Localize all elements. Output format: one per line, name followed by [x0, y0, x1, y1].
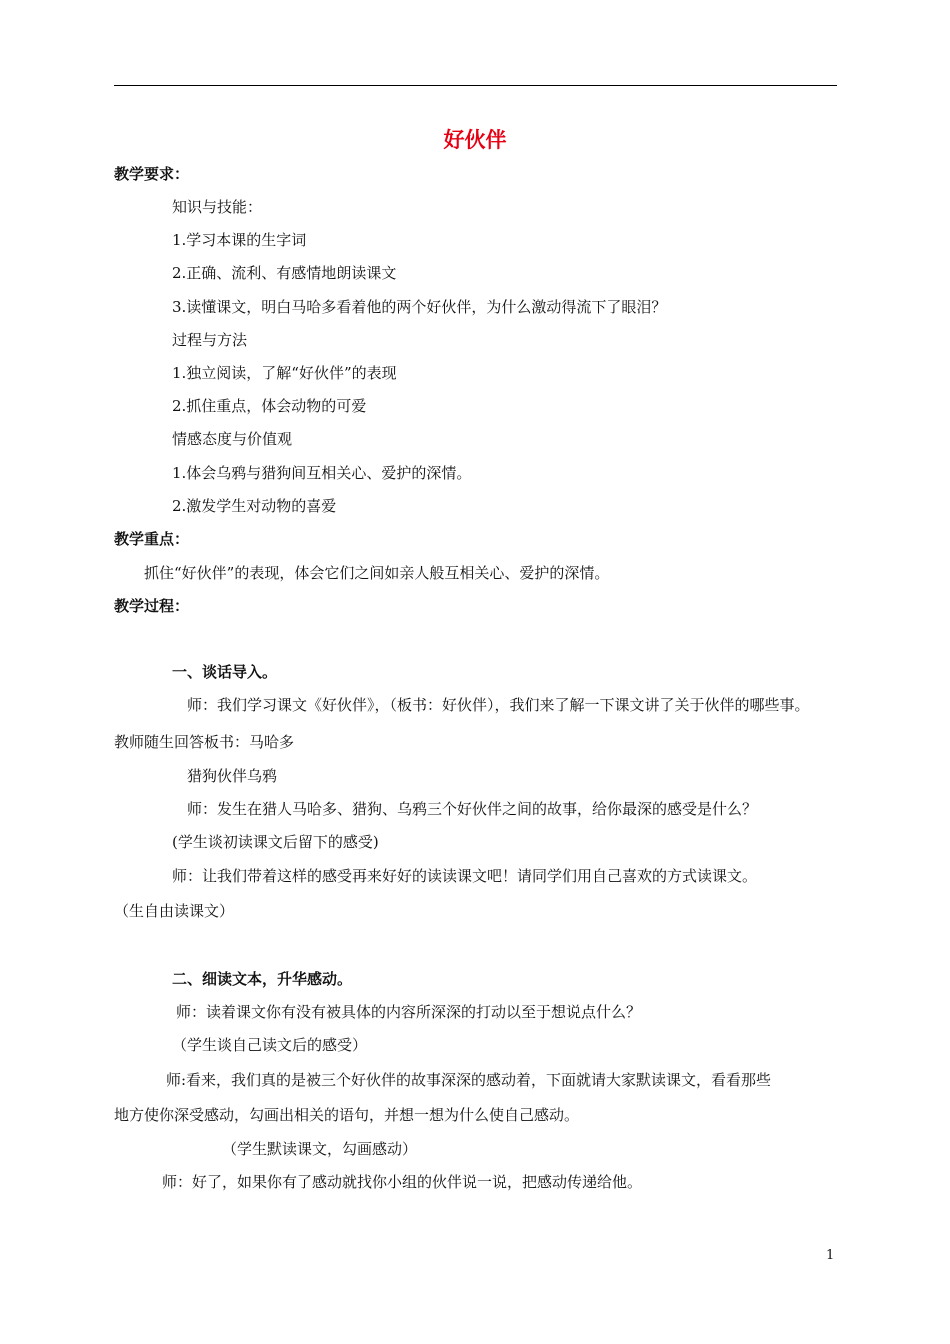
part2-heading: 二、细读文本，升华感动。 [172, 970, 353, 988]
paragraph-line: 师：我们学习课文《好伙伴》，（板书：好伙伴），我们来了解一下课文讲了关于伙伴的哪些事。 [187, 696, 810, 714]
knowledge-item: 1.学习本课的生字词 [172, 231, 307, 249]
process-item: 2.抓住重点，体会动物的可爱 [172, 397, 367, 415]
part1-heading: 一、谈话导入。 [172, 663, 278, 681]
paragraph-line: (学生谈初读课文后留下的感受) [172, 833, 379, 851]
paragraph-line: 猎狗伙伴乌鸦 [187, 767, 278, 785]
paragraph-line: 师：让我们带着这样的感受再来好好的读读课文吧！请同学们用自己喜欢的方式读课文。 [172, 867, 758, 885]
paragraph-line: （学生默读课文，勾画感动） [222, 1140, 418, 1158]
knowledge-item: 3.读懂课文，明白马哈多看着他的两个好伙伴，为什么激动得流下了眼泪？ [172, 298, 667, 316]
paragraph-line: 师：好了，如果你有了感动就找你小组的伙伴说一说，把感动传递给他。 [162, 1173, 643, 1191]
paragraph-line: 地方使你深受感动，勾画出相关的语句，并想一想为什么使自己感动。 [114, 1106, 580, 1124]
process-item: 1.独立阅读，了解“好伙伴”的表现 [172, 364, 397, 382]
section-heading-focus: 教学重点： [114, 530, 190, 548]
knowledge-heading: 知识与技能： [172, 198, 263, 216]
section-heading-requirements: 教学要求： [114, 165, 190, 183]
paragraph-line: 师:看来，我们真的是被三个好伙伴的故事深深的感动着，下面就请大家默读课文，看看那些 [166, 1071, 772, 1089]
document-title: 好伙伴 [443, 128, 507, 152]
paragraph-line: （学生谈自己读文后的感受） [172, 1036, 368, 1054]
header-rule [114, 85, 837, 86]
emotion-item: 2.激发学生对动物的喜爱 [172, 497, 337, 515]
paragraph-line: 师：发生在猎人马哈多、猎狗、乌鸦三个好伙伴之间的故事，给你最深的感受是什么？ [187, 800, 758, 818]
section-heading-process: 教学过程： [114, 597, 190, 615]
paragraph-line: 教师随生回答板书：马哈多 [114, 733, 295, 751]
paragraph-line: （生自由读课文） [114, 902, 235, 920]
focus-text: 抓住“好伙伴”的表现，体会它们之间如亲人般互相关心、爱护的深情。 [144, 564, 610, 582]
page-number: 1 [826, 1248, 835, 1263]
emotion-heading: 情感态度与价值观 [172, 430, 293, 448]
process-heading: 过程与方法 [172, 331, 248, 349]
knowledge-item: 2.正确、流利、有感情地朗读课文 [172, 264, 397, 282]
paragraph-line: 师：读着课文你有没有被具体的内容所深深的打动以至于想说点什么？ [176, 1003, 642, 1021]
emotion-item: 1.体会乌鸦与猎狗间互相关心、爱护的深情。 [172, 464, 472, 482]
